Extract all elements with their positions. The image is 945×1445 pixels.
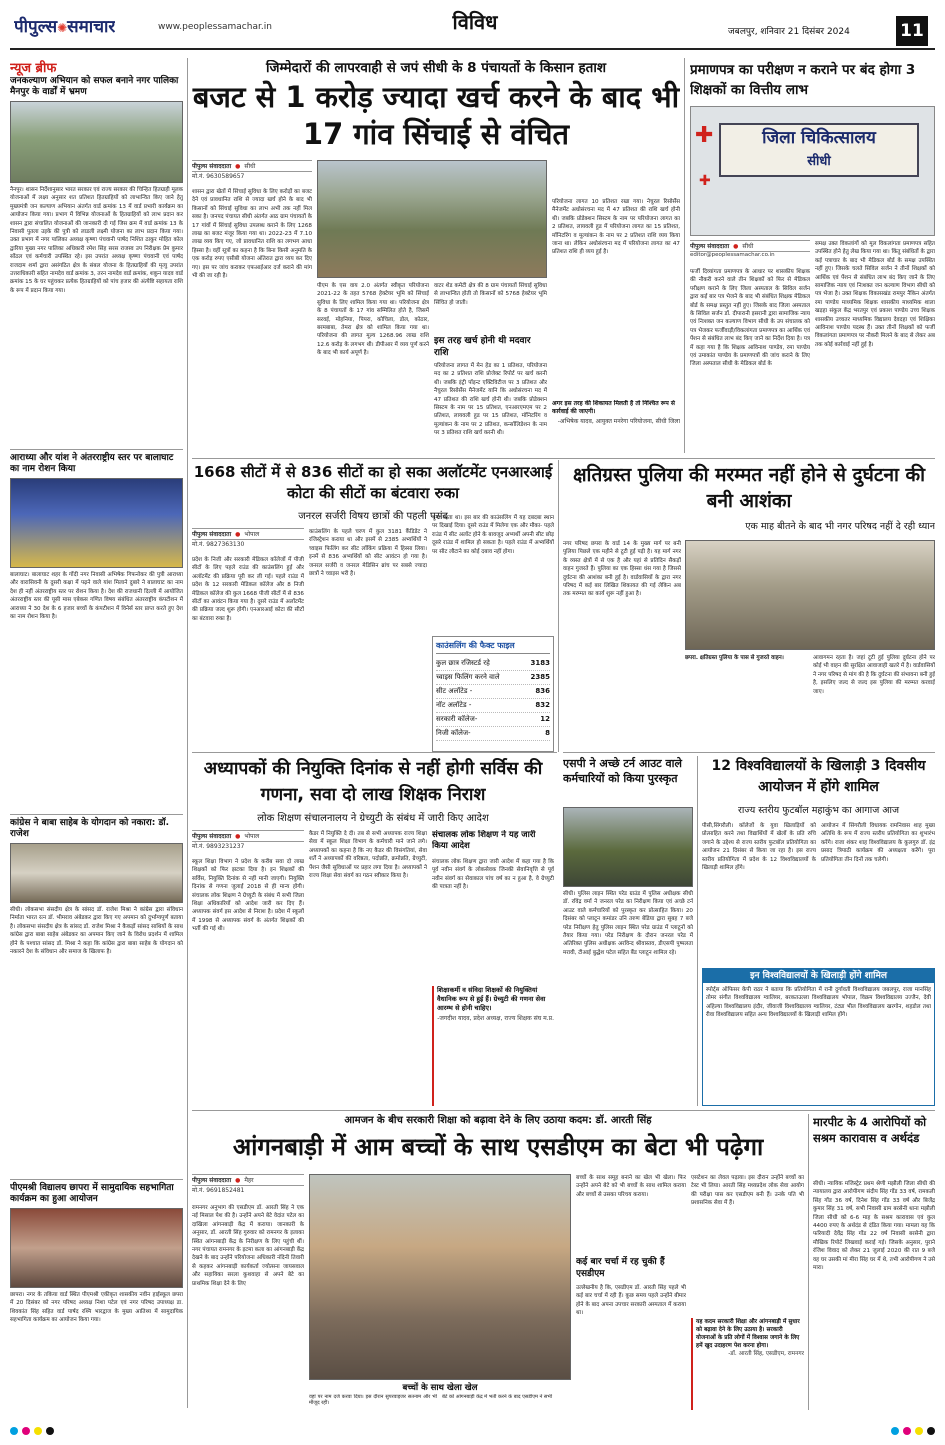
article-sp-parade <box>563 756 693 1106</box>
brief-1-body: नैनपुर। शासन निर्देशानुसार भारत सरकार एवं राज्य सरकार की चिन्हित हितग्राही मूलक योजनाओं में लक्ष्य अनुसार शत प्रतिशत हितग्राहियों को लाभान्वित किए जाने हेतु मुख्यमंत्री जन कल्याण अभियान अंतर्गत वार्ड क्रमांक 13 में वार्ड प्रभारी कार्यक्रम का आयोजन किया गया। प्रभाग में विभिन्न योजनाओं के हितग्राहियों को लाभ प्रदान कर शासन द्वारा संचालित योजनाओं की जानकारी दी गई जिस क्रम में वार्ड क्रमांक 13 के निवासी पुतला उइके की पुत्री को लाडली लक्ष्मी योजना का लाभ प्रदान किया गया। उक्त प्रभाग में नगर पालिका अध्यक्ष कृष्णा पंचवानी पार्षद निशित ठाकुर मोहित कोल द्वारिया मुख्य नगर पालिका अधिकारी रमेश सिंह सरस राजस्व उप निरीक्षक प्रेम कुमार सोंठल एवं कर्मचारी उपस्थित रहे। इस उपरांत अध्यक्ष कृष्णा पंचवानी एवं पार्षद राजदाम शर्मा द्वारा असंगठित क्षेत्र के संबल योजना के हितग्राहियों की मृत्यु उपरांत उत्तराधिकारी सहित नामदेव वार्ड क्रमांक 3, तरन नामदेव वार्ड क्रमांक, शकुन यादव वार्ड क्रमांक 15 के घर पहुंचकर प्रत्येक हितग्राहियों को पांच हजार की अंत्येष्टि सहायता राशि के रूप में प्रदान किया गया। <box>10 187 183 294</box>
fact-value: 3183 <box>530 659 550 667</box>
fact-label: सीट अलॉटेड - <box>436 687 473 695</box>
byline-city: सीधी <box>742 243 754 250</box>
article4-deck: एक माह बीतने के बाद भी नगर परिषद नहीं दे रही ध्यान <box>745 521 935 532</box>
article8-caption: बच्चों के साथ खेला खेल <box>402 1383 478 1393</box>
color-mark <box>903 1427 911 1435</box>
news-brief-label: न्यूज ब्रीफ <box>10 61 57 76</box>
article3-body-1: प्रदेश के निजी और सरकारी मेडिकल कॉलेजों में पीजी सीटों के लिए पहले राउंड की काउंसलिंग हुई और अलॉटमेंट की प्रक्रिया पूरी कर ली गई। पहले राउंड में प्रदेश के 12 सरकारी मेडिकल कॉलेज और 8 निजी मेडिकल कॉलेज की कुल 1668 पीजी सीटों में से 836 सीटों का आवंटन किया गया है। दूसरे राउंड में अलॉटमेंट की प्रक्रिया जल्द शुरू होगी। एनआरआई कोटा की सीटों का बंटवारा रुका है। <box>192 557 304 622</box>
article1-body-2: पीएम के एस वाय 2.0 अंतर्गत स्वीकृत परियोजना 2021-22 के तहत 5768 हेक्टेयर भूमि को सिंचाई सुविधा के लिए शामिल किया गया था। परियोजना क्षेत्र के 8 पंचायतों के 17 गांव सम्मिलित होते है, जिसमें सरवई, मोहनिया, पिपरा, कोचिला, डोल, कोठार, बरमबाबा, तेमरा क्षेत्र को शामिल किया गया था। परियोजना की लागत मूल्य 1268.96 लाख राशि 12.6 करोड़ के लगभग थी। डीपीआर में व्यय पूर्ण करने के बाद भी कार्य अपूर्ण है। <box>317 283 429 357</box>
fact-row <box>436 699 550 713</box>
brief-2-heading: आराध्या और यांश ने अंतरराष्ट्रीय स्तर पर बालाघाट का नाम रोशन किया <box>10 453 174 474</box>
byline <box>192 160 312 172</box>
fact-rows <box>436 657 550 741</box>
article5-deck: लोक शिक्षण संचालनालय ने ग्रेच्युटी के संबंध में जारी किए आदेश <box>257 813 489 824</box>
article6-photo <box>563 807 693 887</box>
article1-body-4: परियोजना लागत में मेन हेड का 1 प्रतिशत, परियोजना मद का 2 प्रतिशत राशि प्रोजेक्ट रिपोर्ट पर खर्च करनी थी। जबकि इंट्री पॉइन्ट एक्टिविटीज पर 3 प्रतिशत और नैचुरल रिसोर्सेस मैनेजमेंट यानि कि अधोसंरचना मद में 47 प्रतिशत की राशि खर्च होनी थी। जबकि प्रोडेक्शन सिस्टम के नाम पर 15 प्रतिशत, एनआरएमएम पर 2 प्रतिशत, लायवली हुड पर 15 प्रतिशत, मॉनिटरिंग व मूल्यांकन के नाम पर 2 प्रतिशत, कन्सॉलिडेशन के नाम पर 3 प्रतिशत राशि खर्च करनी थी। <box>434 363 547 437</box>
article4-caption: छपरा. क्षतिग्रस्त पुलिया के पास से गुजरते वाहन। <box>685 655 784 661</box>
fact-value: 836 <box>535 687 550 695</box>
article1-kicker: जिम्मेदारों की लापरवाही से जपं सीधी के 8 पंचायतों के किसान हताश <box>265 60 607 76</box>
logo-right: समाचार <box>67 17 116 37</box>
article1-body-5: परियोजना लागत 10 प्रतिशत रखा गया। नेचुरल रिसोर्सेस मैनेजमेंट अधोसंरचना मद में 47 प्रतिशत की राशि खर्च होनी थी। जबकि प्रोडेक्शन सिस्टम के नाम पर परियोजना लागत का 2 प्रतिशत, लायवली हुड में परियोजना लागत का 15 प्रतिशत, मॉनिटरिंग व मूल्यांकन के नाम पर 2 प्रतिशत राशि व्यय किया जाना था। लेकिन अधोसंरचना मद में परियोजना लागत का 47 प्रतिशत राशि ही व्यय हुई है। <box>552 199 680 256</box>
hospital-sign <box>719 123 919 177</box>
quote-author: -अभिषेक यादव, आयुक्त मनरेगा परियोजना, सीधी जिला <box>557 418 680 425</box>
color-mark <box>927 1427 935 1435</box>
dot-icon: ● <box>235 1176 241 1184</box>
article-anganwadi <box>192 1114 804 1410</box>
byline-mobile: मो.नं. 9691852481 <box>192 1187 245 1194</box>
fact-row <box>436 727 550 741</box>
article7-deck: राज्य स्तरीय फुटबॉल महाकुंभ का आगाज आज <box>737 805 900 816</box>
sign-line-1: जिला चिकित्सालय <box>762 128 876 148</box>
quote-author: -जगदीश यादव, प्रदेश अध्यक्ष, राज्य शिक्षक संघ म.प्र. <box>437 1015 554 1022</box>
byline-city: भोपाल <box>244 531 260 538</box>
article5-subhead: संचालक लोक शिक्षण ने यह जारी किया आदेश <box>432 830 536 851</box>
fact-row <box>436 671 550 685</box>
article8-body-5: वहां पर नाम दर्ज करवा दिया। इस दौरान सुपरवाइजर सतनाम और भी मौजूद रहीं। <box>309 1394 437 1406</box>
brief-2-body: बालाघाट। बालाघाट शहर के गोंदी नगर निवासी अभिषेक गिफनोकर की पुत्री आराध्या और वारासिवनी के दुसरी कक्षा में पढ़ने वाले यांश मिलाने दुबारे ने बालाघाट का नाम देश ही नहीं अंतरराष्ट्रीय स्तर पर रोशन किया है। देश की राजधानी दिल्ली में आयोजित अंतरराष्ट्रीय स्तर की यूसी मास एबेकस गणित विषय संबंधित अंतरराष्ट्रीय कंपटीशन में आराध्या ने 30 देश के 6 हजार बच्चों के कंपटीशन में विनेर्स स्तर प्राप्त करते हुए देश का नाम रोशन किया है। <box>10 572 183 621</box>
article-irrigation <box>192 60 680 455</box>
article8-headline: आंगनबाड़ी में आम बच्चों के साथ एसडीएम का बेटा भी पढ़ेगा <box>232 1133 764 1161</box>
article1-quote <box>552 400 680 455</box>
dateline: जबलपुर, शनिवार 21 दिसंबर 2024 <box>728 27 850 37</box>
red-cross-icon-2: ✚ <box>699 173 711 189</box>
byline <box>192 1174 304 1186</box>
article8-body-3: उल्लेखनीय है कि, एसडीएम डॉ. आरती सिंह पहले भी कई बार चर्चा में रही हैं। कुछ समय पहले उन्होंने बीमार होने के बाद अपना उपचार सरकारी अस्पताल में कराया था। <box>576 1285 686 1317</box>
article9-headline: मारपीट के 4 आरोपियों को सश्रम कारावास व अर्थदंड <box>813 1115 927 1145</box>
article4-body-1: नगर परिषद छपरा के वार्ड 14 के मुख्य मार्ग पर बनी पुलिया पिछले एक महीने से टूटी हुई पड़ी है। यह मार्ग नगर के व्यस्त क्षेत्रों में से एक है और यहां से प्रतिदिन सैकड़ों वाहन गुजरते हैं। पुलिया का एक हिस्सा धंस गया है जिससे दुर्घटना की आशंका बनी हुई है। वार्डवासियों के द्वारा नगर परिषद में कई बार लिखित शिकायत की गई लेकिन अब तक मरम्मत का कार्य शुरू नहीं हुआ है। <box>563 541 681 598</box>
quote-author: -डॉ. आरती सिंह, एसडीएम, रामनगर <box>728 1351 804 1357</box>
article6-headline: एसपी ने अच्छे टर्न आउट वाले कर्मचारियों को किया पुरस्कृत <box>563 757 682 785</box>
byline <box>192 830 304 842</box>
byline-source: पीपुल्स संवाददाता <box>690 243 730 250</box>
article5-byline <box>192 830 304 850</box>
brief-2-photo <box>10 478 183 568</box>
brief-3-heading: कांग्रेस ने बाबा साहेब के योगदान को नकारा: डॉ. राजेश <box>10 818 170 839</box>
byline-city: सीधी <box>244 163 256 170</box>
article7-body-2: आयोजन में सिंगरौली विधायक रामनिवास शाह मुख्य अतिथि के रूप में राज्य स्तरीय प्रतियोगिता का शुभारंभ करेंगे। राजा शंकर शाह विश्वविद्यालय के कुलगुरु डॉ. इंद्र प्रसाद त्रिपाठी कार्यक्रम की अध्यक्षता करेंगे। पूरा प्रतियोगिता तीन दिनों तक चलेगी। <box>821 823 935 863</box>
article2-headline: प्रमाणपत्र का परीक्षण न कराने पर बंद होगा 3 शिक्षकों का वित्तीय लाभ <box>690 62 916 98</box>
article7-body-1: पीसी,सिंगरौली। कॉलेजों के युवा खिलाड़ियों को प्रोत्साहित करने तथा विद्यार्थियों में खेलों के प्रति रुचि जगाने के उद्देश्य से राज्य स्तरीय फुटबॉल प्रतियोगिता का आयोजन 21 दिसंबर से किया जा रहा है। इस राज्य स्तरीय प्रतियोगिता में प्रदेश के 12 विश्वविद्यालयों के खिलाड़ी शामिल होंगे। <box>702 823 816 872</box>
quote-text: शिक्षाकर्मी व संविदा शिक्षकों की नियुक्तियां वैधानिक रूप से हुई हैं। ग्रेच्युटी की गणना सेवा आरम्भ से होनी चाहिए। <box>437 986 546 1012</box>
print-color-marks <box>0 1425 945 1437</box>
article3-headline: 1668 सीटों में से 836 सीटों का हो सका अलॉटमेंट एनआरआई कोटा की सीटों का बंटवारा रुका <box>193 463 553 502</box>
byline-city: भोपाल <box>244 833 260 840</box>
logo-left: पीपुल्स <box>14 17 58 37</box>
dot-icon: ● <box>733 242 739 250</box>
byline-email[interactable]: editor@peoplessamachar.co.in <box>690 252 775 258</box>
logo-swirl-icon: ✺ <box>57 21 68 35</box>
article5-body-1: स्कूल शिक्षा विभाग ने प्रदेश के करीब सवा दो लाख शिक्षकों को फिर झटका दिया है। इन शिक्षकों की सर्विस, नियुक्ति दिनांक से नहीं मानी जाएगी। नियुक्ति दिनांक से गणना जुलाई 2018 से ही मान्य होगी। संचालक लोक शिक्षण ने ग्रेच्युटी के संबंध में सभी जिला शिक्षा अधिकारियों को आदेश जारी कर दिए हैं। अध्यापक संवर्ग इस आदेश से निराश है। प्रदेश में स्कूलों में 1998 से अध्यापक संवर्ग के अंतर्गत शिक्षकों की भर्ती की गई थी। <box>192 859 304 933</box>
section-title: विविध <box>452 10 498 34</box>
article-teachers <box>192 756 554 1106</box>
brief-4-body: छापरा। नगर के तकिया वार्ड स्थित पीएमश्री एकीकृत शासकीय नवीन हाईस्कूल छपरा में 20 दिसंबर को नगर परिषद अध्यक्ष निशा पटेल एवं नगर परिषद उपाध्यक्ष डा. शिवकांत सिंह सहित वार्ड पार्षद रश्मि भारद्वाज के मुख्य आतिथ्य में सामुदायिक सहभागिता कार्यक्रम का आयोजन किया गया। <box>10 1292 183 1324</box>
byline-source: पीपुल्स संवाददाता <box>192 531 232 538</box>
article2-body-1: फर्जी दिव्यांगता प्रमाणपत्र के आधार पर शासकीय शिक्षक की नौकरी करने वाले तीन शिक्षकों को फिर से मेडिकल परीक्षण कराने के लिए जिला अस्पताल के सिविल सर्जन द्वारा कई बार पत्र भेजने के बाद भी संबंधित शिक्षक मेडिकल बोर्ड के समक्ष प्रस्तुत नहीं हुए। जिसके बाद जिला अस्पताल के सिविल सर्जन डॉ. दीपारानी इसरानी द्वारा सामाजिक न्याय एवं निःशक्त जन कल्याण विभाग सीधी के उप संचालक को पत्र भेजकर फर्जीवाड़ी/विकलांगता प्रमाणपत्र का आर्थिक एवं पेंशन से संबंधित लाभ बंद किए जाने का निर्देश दिया है। पत्र में कहा गया है कि शिक्षक आविनाश पाण्डेय, रमा पाण्डेय एवं उमाकांत पाण्डेय के प्रमाणपत्रों की जांच कराने के लिए जिला अस्पताल सीधी के मेडिकल बोर्ड के <box>690 269 810 368</box>
article8-body-6: बेटे को आंगनबाड़ी केंद्र में भर्ती करने के बाद एसडीएम ने सभी <box>442 1394 553 1400</box>
article5-body-3: संचालक लोक शिक्षण द्वारा जारी आदेश में कहा गया है कि पूर्व नवीन संवर्ग के लोकसेवक जिनकी सेवानिवृत्ति से पूर्व नवीन संवर्ग का सेवाकाल पांच वर्ष का न हुआ है, वे ग्रेच्युटी की पात्रता नहीं है। <box>432 859 554 891</box>
fact-label: निजी कॉलेज- <box>436 729 471 737</box>
fact-file-box <box>432 636 554 752</box>
article4-photo <box>685 540 935 650</box>
article5-headline: अध्यापकों की नियुक्ति दिनांक से नहीं होगी सर्विस की गणना, सवा दो लाख शिक्षक निराश <box>203 759 543 805</box>
fact-file-title: काउंसलिंग की फैक्ट फाइल <box>436 640 550 654</box>
article-court-verdict <box>813 1114 935 1410</box>
byline-mobile: मो.नं. 9827363130 <box>192 541 245 548</box>
fact-value: 12 <box>540 715 550 723</box>
article6-body: सीधी। पुलिस लाइन स्थित परेड ग्राउंड में पुलिस अधीक्षक सीधी डॉ. रविंद्र वर्मा ने जनरल परेड का निरीक्षण किया एवं अच्छे टर्न आउट वाले कर्मचारियों को पुरस्कृत कर प्रोत्साहित किया। 20 दिसंबर को प्लाटून कमांडर उनि तरुण बेडिया द्वारा सुबह 7 बजे परेड निरीक्षण हेतु पुलिस लाइन स्थित परेड ग्राउंड में प्लाटूनों को तैयार किया गया। परेड निरीक्षण के दौरान जनरल परेड में अतिरिक्त पुलिस अधीक्षक अरविन्द श्रीवास्तव, डीएसपी पुष्पलता मरावी, टीआई बुद्धेश पटेल सहित बैंड प्लाटून शामिल रहे। <box>563 891 693 956</box>
article8-byline <box>192 1174 304 1194</box>
fact-value: 8 <box>545 729 550 737</box>
fact-label: कुल छात्र रजिस्टर्ड रहे <box>436 659 490 667</box>
brief-1-heading: जनकल्याण अभियान को सफल बनाने नगर पालिका मैनपुर के वार्डों में भ्रमण <box>10 76 179 97</box>
color-mark <box>22 1427 30 1435</box>
article1-byline <box>192 160 312 180</box>
article2-body-2: समक्ष उक्त विकलांगों को मूल विकलांगता प्रमाणपत्र सहित उपस्थित होने हेतु लेख किया गया था। किंतु संबंधितों के द्वारा कई पत्राचार के बाद भी मेडिकल बोर्ड के समक्ष उपस्थित नहीं हुए। जिसके चलते सिविल सर्जन ने तीनों शिक्षकों को आर्थिक एवं पेंशन से संबंधित लाभ बंद किए जाने के लिए सामाजिक न्याय एवं निःशक्त जन कल्याण विभाग सीधी को पत्र भेजा है। उक्त शिक्षक विकासखंड रामपुर नैकिन अंतर्गत रमा पाण्डेय माध्यमिक शिक्षक शासकीय माध्यमिक शाला खड़हा संकुल केंद्र भरतपुर एवं प्रकाश पाण्डेय उच्च शिक्षक शासकीय उच्चतर माध्यमिक विद्यालय देवदहा एवं शिक्षिका आविनाश पाण्डेय पदस्थ हैं। उक्त तीनों शिक्षकों को फर्जी विकलांगता प्रमाणपत्र पर नौकरी मिलने के बाद से लेकर अब तक कोई कार्रवाई नहीं हुई है। <box>815 241 935 348</box>
article3-body-3: चुना जाता था। इस बार की काउंसलिंग में यह दबदबा स्थान पर दिखाई दिया। दूसरे राउंड में मिलेगा एक और मौका- पहले राउंड में सीट अलॉट होने के बावजूद अभ्यर्थी अपनी सीट छोड़ दूसरे राउंड में शामिल हो सकता है। पहले राउंड में अभ्यर्थियों पर सीट लौटाने का कोई दबाव नहीं होगा। <box>432 515 554 555</box>
article3-body-2: काउंसलिंग के पहले चरण में कुल 3181 कैंडिडेट ने रजिस्ट्रेशन कराया था और इसमें से 2385 अभ्यर्थियों ने च्वाइस फिलिंग कर सीट लॉकिंग प्रक्रिया में हिस्सा लिया। इनमें से 836 अभ्यर्थियों को सीट आवंटन हो गया है। जनरल सर्जरी व जनरल मेडिसिन ब्रांच पर सबसे ज्यादा छात्रों ने च्वाइस भरी है। <box>309 529 427 578</box>
byline <box>690 240 810 252</box>
article1-body-3: वाटर शेड कमेटी क्षेत्र की 8 ग्राम पंचायतों सिंचाई सुविधा से लाभान्वित होती तो किसानों को 5768 हेक्टेयर भूमि सिंचित हो जाती। <box>434 283 547 306</box>
color-mark <box>46 1427 54 1435</box>
byline-source: पीपुल्स संवाददाता <box>192 163 232 170</box>
brief-4-photo <box>10 1208 183 1288</box>
article8-photo <box>309 1174 571 1380</box>
byline-source: पीपुल्स संवाददाता <box>192 1177 232 1184</box>
article5-body-2: कैडर में नियुक्ति दे दी। तब से सभी अध्यापक राज्य शिक्षा सेवा में स्कूल शिक्षा विभाग के कर्मचारी माने जाने लगे। अध्यापकों का कहना है कि नए कैडर की विसंगतियां, सेवा शर्तें ने अध्यापकों की वरिष्ठता, पदोन्नति, क्रमोन्नति, ग्रेच्युटी, पेंशन जैसी सुविधाओं पर प्रहार लगा दिया है। अध्यापकों ने राज्य शिक्षा सेवा संवर्ग का गठन स्वीकार किया है। <box>309 831 427 880</box>
color-mark <box>915 1427 923 1435</box>
article2-photo <box>690 106 935 236</box>
color-mark <box>891 1427 899 1435</box>
dot-icon: ● <box>235 530 241 538</box>
fact-label: नॉट अलॉटेड - <box>436 701 472 709</box>
brief-1-photo <box>10 101 183 183</box>
article1-subhead: इस तरह खर्च होनी थी मदवार राशि <box>434 336 531 358</box>
article8-body-4: एसटेशन का लेवल पढ़ाया। इस दौरान उन्होंने बच्चों का टेस्ट भी लिया। आरती सिंह मध्यप्रदेश लोक सेवा आयोग की परीक्षा पास कर एसडीएम बनी हैं। उनके पति भी प्रशासनिक सेवा में हैं। <box>691 1175 804 1207</box>
dot-icon: ● <box>235 832 241 840</box>
fact-row <box>436 685 550 699</box>
brief-4-heading: पीएमश्री विद्यालय छापरा में सामुदायिक सहभागिता कार्यक्रम का हुआ आयोजन <box>10 1183 174 1204</box>
quote-text: यह कदम सरकारी शिक्षा और आंगनबाड़ी में सुधार को बढ़ावा देने के लिए उठाया है। सरकारी योजनाओं के प्रति लोगों में विश्वास जगाने के लिए हमें खुद उदाहरण पेश करना होगा। <box>696 1319 800 1349</box>
byline-mobile: मो.नं. 9630589657 <box>192 173 245 180</box>
byline-mobile: मो.नं. 9893231237 <box>192 843 245 850</box>
byline-source: पीपुल्स संवाददाता <box>192 833 232 840</box>
article3-deck: जनरल सर्जरी विषय छात्रों की पहली पसंद <box>298 511 448 522</box>
article9-body: सीधी। न्यायिक मजिस्ट्रेट प्रथम श्रेणी मझौली जिला सीधी की न्यायालय द्वारा आरोपीगण संदीप सिंह गोंड 33 वर्ष, रामकली सिंह गोंड 36 वर्ष, दिनेश सिंह गोंड 33 वर्ष और बिजेंद्र कुमार सिंह 31 वर्ष, सभी निवासी ग्राम बरसेनी थाना मझौली जिला सीधी को 6-6 माह के सश्रम कारावास एवं कुल 4400 रुपए के अर्थदंड से दंडित किया गया। मामला यह कि फरियादी देवेंद्र सिंह गोंड 22 वर्ष निवासी बरसेनी द्वारा मौखिक रिपोर्ट लिखवाई कराई गई। जिसके अनुसार, पुराने रंजिश विवाद को लेकर 21 जुलाई 2020 की रात 9 बजे वह घर उसकी मां मीरा सिंह घर में थे, तभी आरोपीगण ने उसे मारा। <box>813 1181 935 1272</box>
article1-headline: बजट से 1 करोड़ ज्यादा खर्च करने के बाद भी 17 गांव सिंचाई से वंचित <box>192 80 680 151</box>
byline-city: मैहर <box>244 1177 254 1184</box>
article1-body-1: शासन द्वारा खेतों में सिंचाई सुविधा के लिए करोड़ों का बजट देने एवं प्रावधानित राशि से ज्यादा खर्च होने के बाद भी किसानों को सिंचाई सुविधा का लाभ अभी तक नहीं मिल सका है। जनपद पंचायत सीधी अंतर्गत आठ ग्राम पंचायतों के 17 गांवों में सिंचाई सुविधा उपलब्ध कराने के लिए 1268 लाख का बजट मंजूर किया गया था। 2022-23 में 7.10 लाख व्यय किए गए, जो प्रावधानित राशि का लगभग आधा हिस्सा है। वहीं सूत्रों का कहना है कि बिना किसी अनुमति के एक करोड़ रुपए एसीबी योजना अंतिरात द्वारा व्यय कर दिए गए। इस पर जांच कराकर एफआईआर दर्ज कराने की मांग भी की जा रही है। <box>192 189 312 280</box>
article8-body-2: बच्चों के साथ समूह बनाने का खेल भी खेला। फिर उन्होंने अपने बेटे को भी बच्चों के साथ शामिल कराया और बच्चों से उसका परिचय कराया। <box>576 1175 686 1198</box>
article2-byline <box>690 240 810 258</box>
dot-icon: ● <box>235 162 241 170</box>
university-list-box <box>702 968 935 1106</box>
color-mark <box>34 1427 42 1435</box>
article1-photo <box>317 160 547 278</box>
article3-byline <box>192 528 304 548</box>
quote-text: अगर इस तरह की शिकायत मिलती है तो निश्चित रूप से कार्रवाई की जाएगी। <box>552 400 675 415</box>
red-cross-icon: ✚ <box>695 123 714 148</box>
fact-label: सरकारी कॉलेज- <box>436 715 478 723</box>
byline <box>192 528 304 540</box>
article-certificate <box>690 60 935 455</box>
color-mark <box>10 1427 18 1435</box>
article-football <box>702 756 935 1106</box>
article8-subhead: कई बार चर्चा में रह चुकी हैं एसडीएम <box>576 1257 665 1279</box>
university-list-title: इन विश्वविद्यालयों के खिलाड़ी होंगे शामिल <box>703 969 934 983</box>
article8-body-1: रामनगर अनुभाग की एसडीएम डॉ. आरती सिंह ने एक नई मिसाल पेश की है। उन्होंने अपने बेटे वेदांत पटेल का दाखिला आंगनबाड़ी केंद्र में कराया। जानकारी के अनुसार, डॉ. आरती सिंह गुरुवार को रामनगर के इलाका स्थित आंगनबाड़ी केंद्र के निरीक्षण के लिए पहुंची थीं। नगर पंचायत रामनगर के इटमा कला का आंगनबाड़ी केंद्र देखने के बाद उन्होंने परियोजना अधिकारी नंदिनी तिवारी से कहकर आंगनबाड़ी कार्यकर्ता ज्योत्सना जायसवाल और सहायिका सरला कुशवाहा से अपने बेटे का प्राथमिक शिक्षा देने के लिए <box>192 1205 304 1287</box>
article4-headline: क्षतिग्रस्त पुलिया की मरम्मत नहीं होने से दुर्घटना की बनी आशंका <box>572 464 926 512</box>
university-list-body: स्पोर्ट्स ऑफिसर केपी राठर ने बताया कि प्रतियोगिता में रानी दुर्गावती विश्वविद्यालय जबलपुर, राजा मानसिंह तोमर संगीत विश्वविद्यालय ग्वालियर, बरकतउल्ला विश्वविद्यालय भोपाल, विक्रम विश्वविद्यालय उज्जैन, देवी अहिल्या विश्वविद्यालय इंदौर, जीवाजी विश्वविद्यालय ग्वालियर, टंट्या भील विश्वविद्यालय खरगोन, शहडोल तथा रीवा विश्वविद्यालय सहित अन्य विश्वविद्यालयों के खिलाड़ी शामिल होंगे। <box>706 987 931 1019</box>
brief-3-photo <box>10 843 183 903</box>
article4-body-2: आवागमन रहता है। जहां टूटी हुई पुलिया दुर्घटना होने पर कोई भी वाहन की सुरक्षित आवाजाही खतरे में है। वार्डवासियों ने नगर परिषद से मांग की है कि दुर्घटना की संभावना बनी हुई है, इसलिए जल्द से जल्द इस पुलिया की मरम्मत करवाई जाए। <box>813 655 935 695</box>
fact-row <box>436 713 550 727</box>
article7-headline: 12 विश्वविद्यालयों के खिलाड़ी 3 दिवसीय आयोजन में होंगे शामिल <box>711 758 926 795</box>
article-culvert <box>563 462 935 747</box>
masthead <box>0 0 945 58</box>
fact-value: 832 <box>535 701 550 709</box>
article5-quote <box>432 986 554 1106</box>
fact-value: 2385 <box>530 673 550 681</box>
page-number: 11 <box>896 16 928 46</box>
logo <box>14 14 115 37</box>
article8-quote <box>691 1318 804 1410</box>
website[interactable]: www.peoplessamachar.in <box>158 22 272 32</box>
fact-row <box>436 657 550 671</box>
article8-kicker: आमजन के बीच सरकारी शिक्षा को बढ़ावा देने के लिए उठाया कदम: डॉ. आरती सिंह <box>344 1115 652 1126</box>
fact-label: च्वाइस फिलिंग करने वाले <box>436 673 500 681</box>
article-neet-pg <box>192 462 554 752</box>
sign-line-2: सीधी <box>807 154 831 169</box>
news-brief-column <box>10 58 183 1410</box>
brief-3-body: सीधी। लोकसभा संसदीय क्षेत्र के सांसद डॉ. राजेश मिश्रा ने कांग्रेस द्वारा संविधान निर्माता भारत रत्न डॉ. भीमराव अंबेडकर द्वारा किए गए अपमान को दुर्भाग्यपूर्ण बताया है। लोकसभा संसदीय क्षेत्र के सांसद डॉ. राजेश मिश्रा ने कैकड़ों सांसद साथियों के साथ कांग्रेस द्वारा बाबा साहेब अंबेडकर का अपमान किए जाने के विरोध प्रदर्शन में शामिल होने के पश्चात सांसद डॉ. मिश्रा ने कहा कि कांग्रेस द्वारा बाबा साहेब के योगदान को नकारने देश के संविधान और समाज के खिलाफ है। <box>10 907 183 956</box>
